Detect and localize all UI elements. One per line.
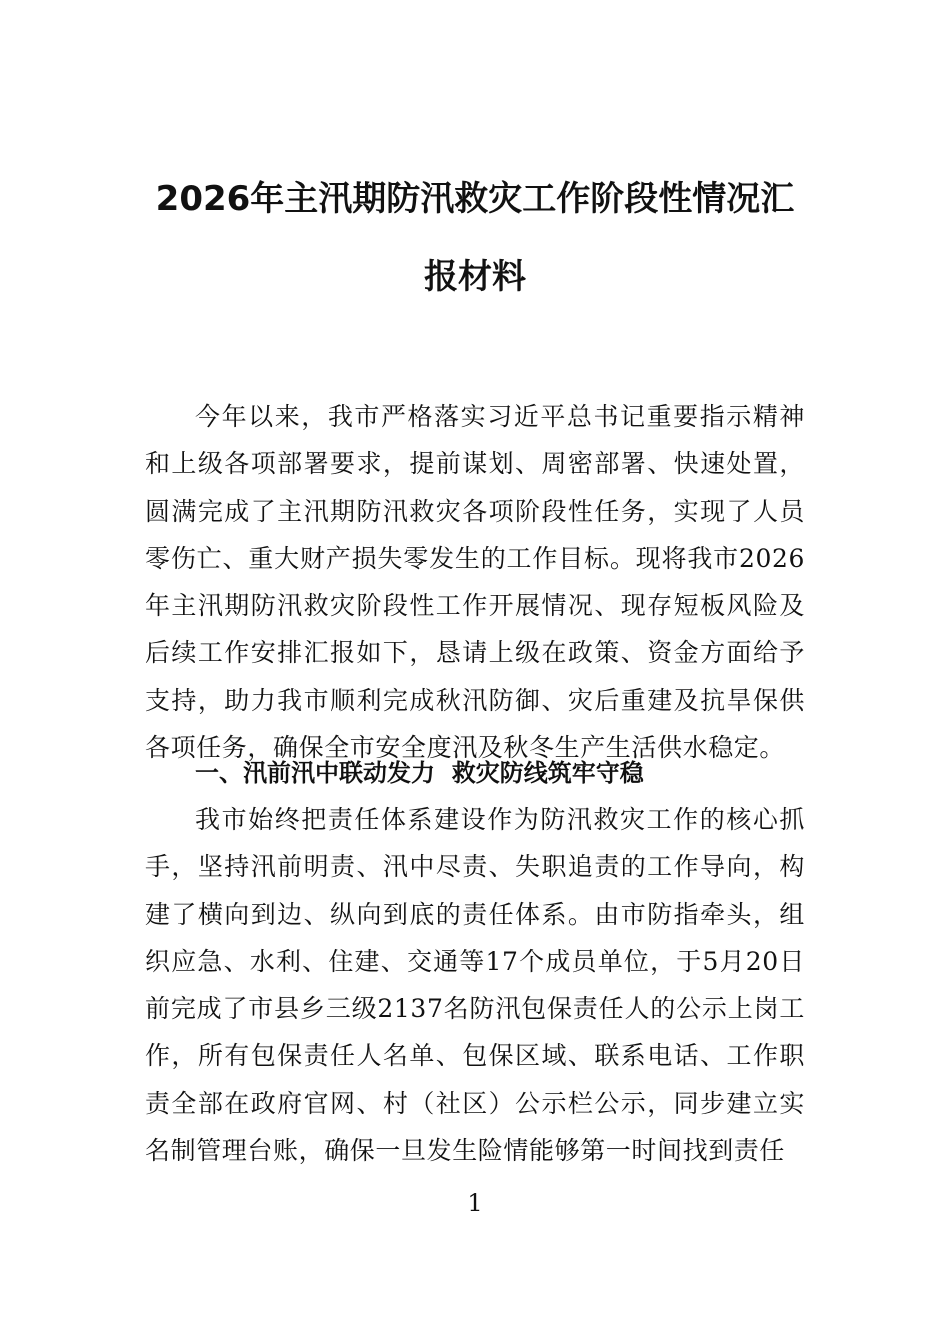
page-number: 1	[467, 1189, 483, 1217]
section-heading: 一、汛前汛中联动发力 救灾防线筑牢守稳	[195, 759, 644, 787]
document-title: 2026年主汛期防汛救灾工作阶段性情况汇报材料	[155, 179, 795, 297]
intro-paragraph: 今年以来，我市严格落实习近平总书记重要指示精神和上级各项部署要求，提前谋划、周密部署、快速处置，圆满完成了主汛期防汛救灾各项阶段性任务，实现了人员零伤亡、重大财产损失零发生的工作目标。现将我市2026年主汛期防汛救灾阶段性工作开展情况、现存短板风险及后续工作安排汇报如下，恳请上级在政策、资金方面给予支持，助力我市顺利完成秋汛防御、灾后重建及抗旱保供各项任务，确保全市安全度汛及秋冬生产生活供水稳定。	[145, 402, 805, 763]
section-paragraph: 我市始终把责任体系建设作为防汛救灾工作的核心抓手，坚持汛前明责、汛中尽责、失职追责的工作导向，构建了横向到边、纵向到底的责任体系。由市防指牵头，组织应急、水利、住建、交通等17个成员单位，于5月20日前完成了市县乡三级2137名防汛包保责任人的公示上岗工作，所有包保责任人名单、包保区域、联系电话、工作职责全部在政府官网、村（社区）公示栏公示，同步建立实名制管理台账，确保一旦发生险情能够第一时间找到责任	[145, 805, 805, 1166]
